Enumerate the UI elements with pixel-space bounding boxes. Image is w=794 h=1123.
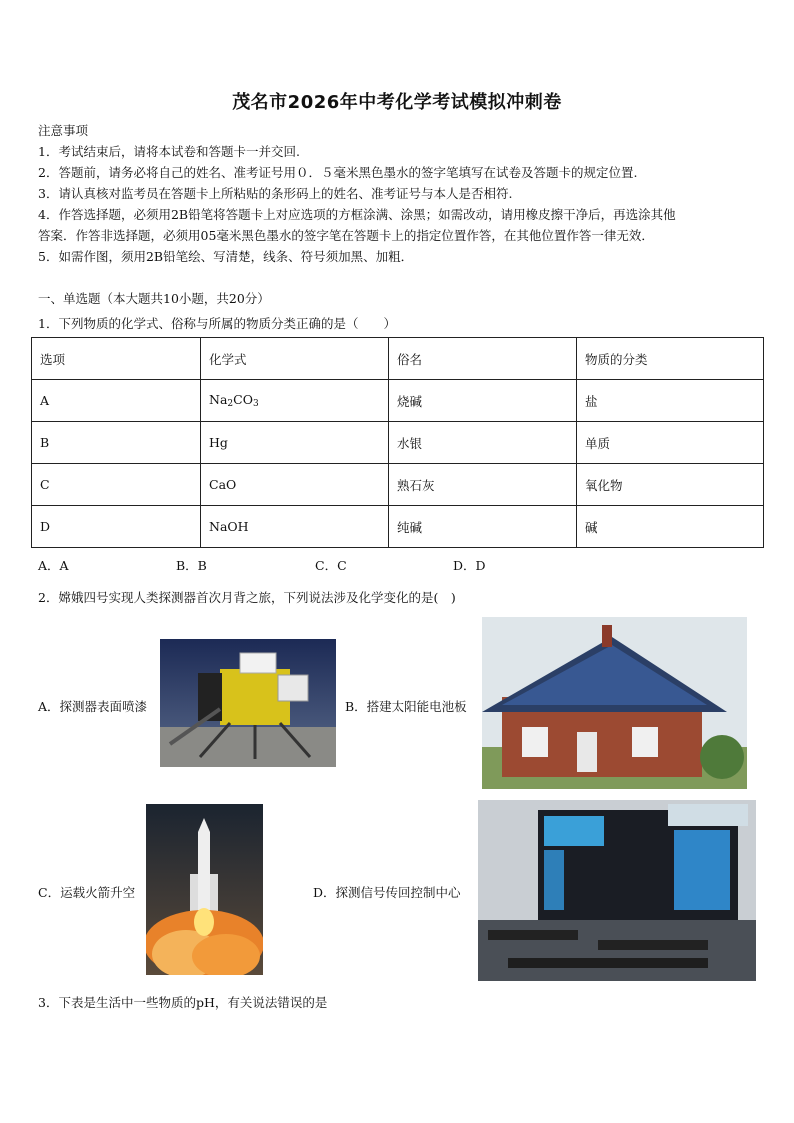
table-row	[32, 380, 764, 422]
page-title: 茂名市2026年中考化学考试模拟冲刺卷	[232, 92, 562, 113]
table-header: 选项	[32, 338, 201, 380]
notice-heading: 注意事项	[38, 123, 89, 138]
question-1-choices	[0, 556, 794, 574]
table-header: 物质的分类	[577, 338, 764, 380]
table-row	[32, 464, 764, 506]
table-cell-name: 烧碱	[389, 380, 577, 422]
table-cell-class: 盐	[577, 380, 764, 422]
table-cell-formula: $Na_2CO_3$	[201, 380, 389, 422]
table-cell-option: B	[32, 422, 201, 464]
question-1-table	[31, 337, 764, 548]
question-2-stem: 2．嫦娥四号实现人类探测器首次月背之旅，下列说法涉及化学变化的是( )	[38, 590, 456, 605]
table-cell-name: 水银	[389, 422, 577, 464]
choice-c[interactable]: C．C	[315, 558, 347, 573]
table-cell-name: 纯碱	[389, 506, 577, 548]
option-a-label[interactable]: A．探测器表面喷漆	[38, 699, 148, 714]
table-cell-option: D	[32, 506, 201, 548]
table-row	[32, 506, 764, 548]
table-cell-option: C	[32, 464, 201, 506]
solar-house-image	[482, 617, 747, 789]
table-cell-class: 单质	[577, 422, 764, 464]
control-center-image	[478, 800, 756, 981]
notice-item: 3．请认真核对监考员在答题卡上所粘贴的条形码上的姓名、准考证号与本人是否相符.	[38, 186, 513, 201]
table-header-row	[32, 338, 764, 380]
table-row	[32, 422, 764, 464]
rocket-launch-image	[146, 804, 263, 975]
option-d-label[interactable]: D．探测信号传回控制中心	[313, 885, 461, 900]
lunar-lander-image	[160, 639, 336, 767]
table-cell-formula: NaOH	[201, 506, 389, 548]
question-3-stem: 3．下表是生活中一些物质的pH，有关说法错误的是	[38, 995, 328, 1010]
notice-item: 答案．作答非选择题，必须用05毫米黑色墨水的签字笔在答题卡上的指定位置作答，在其他位置作答一律无效．	[38, 228, 654, 243]
table-cell-option: A	[32, 380, 201, 422]
table-cell-class: 碱	[577, 506, 764, 548]
table-cell-name: 熟石灰	[389, 464, 577, 506]
choice-a[interactable]: A．A	[38, 558, 69, 573]
option-b-label[interactable]: B．搭建太阳能电池板	[345, 699, 467, 714]
question-1-stem: 1．下列物质的化学式、俗称与所属的物质分类正确的是（ ）	[38, 316, 396, 331]
choice-b[interactable]: B．B	[176, 558, 207, 573]
table-cell-class: 氧化物	[577, 464, 764, 506]
notice-item: 5．如需作图，须用2B铅笔绘、写清楚，线条、符号须加黑、加粗．	[38, 249, 414, 264]
notice-item: 1．考试结束后，请将本试卷和答题卡一并交回.	[38, 144, 300, 159]
choice-d[interactable]: D．D	[453, 558, 486, 573]
table-cell-formula: Hg	[201, 422, 389, 464]
notice-item: 4．作答选择题，必须用2B铅笔将答题卡上对应选项的方框涂满、涂黑；如需改动，请用橡皮擦干净后，再选涂其他	[38, 207, 676, 222]
section-heading: 一、单选题（本大题共10小题，共20分）	[38, 291, 270, 306]
notice-item: 2．答题前，请务必将自己的姓名、准考证号用０．５毫米黑色墨水的签字笔填写在试卷及答题卡的规定位置.	[38, 165, 638, 180]
option-c-label[interactable]: C．运载火箭升空	[38, 885, 136, 900]
table-header: 化学式	[201, 338, 389, 380]
table-header: 俗名	[389, 338, 577, 380]
table-cell-formula: CaO	[201, 464, 389, 506]
